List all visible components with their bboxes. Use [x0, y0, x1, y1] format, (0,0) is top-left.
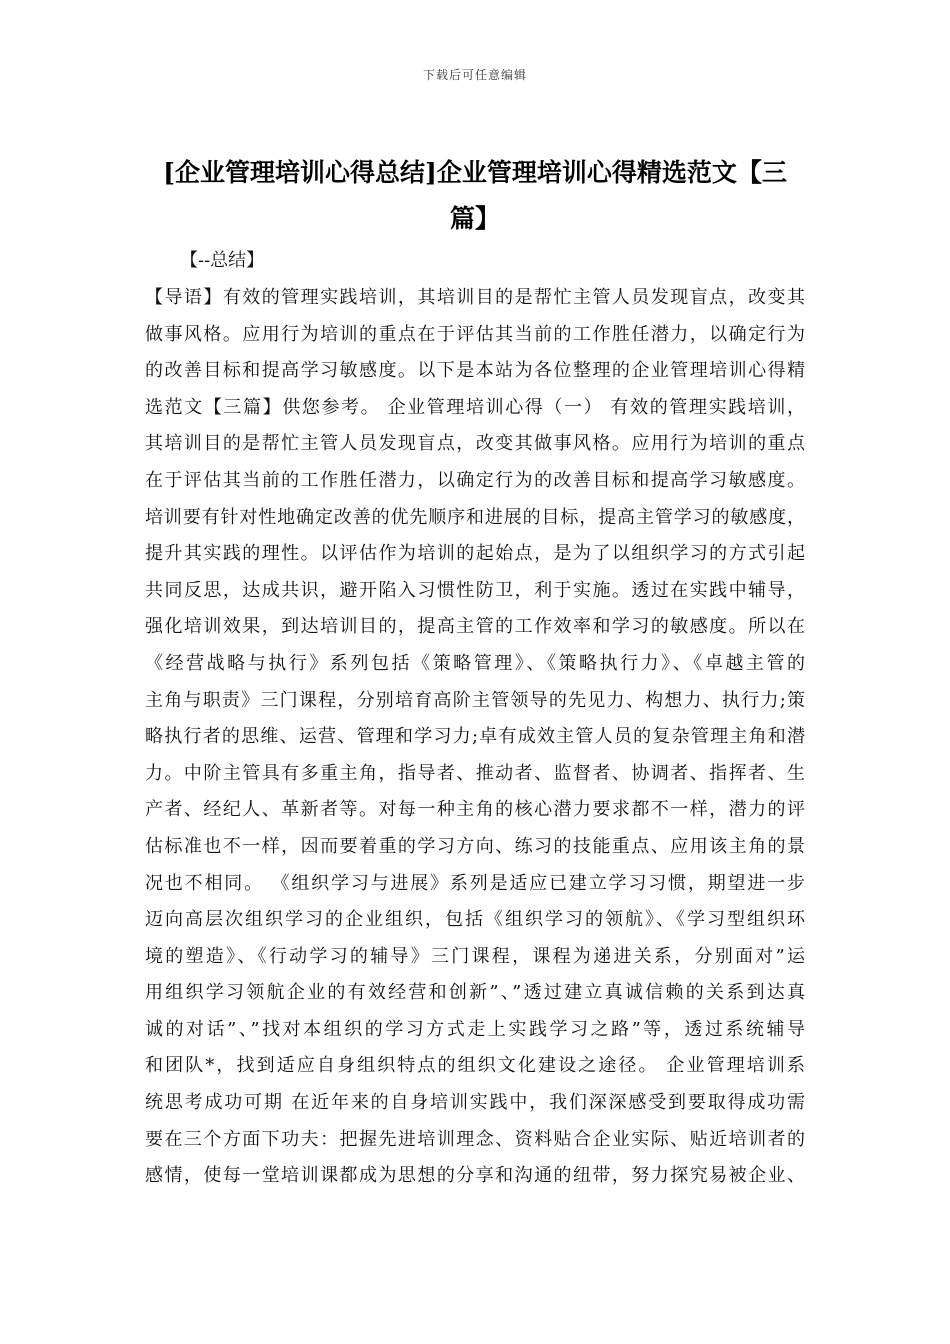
- body-line: 迈向高层次组织学习的企业组织，包括《组织学习的领航》、《学习型组织环: [145, 909, 805, 931]
- body-line: 主角与职责》三门课程，分别培育高阶主管领导的先见力、构想力、执行力;策: [145, 689, 805, 711]
- body-line: 产者、经纪人、革新者等。对每一种主角的核心潜力要求都不一样，潜力的评: [145, 799, 805, 821]
- section-label: 【--总结】: [180, 250, 265, 271]
- body-line: 估标准也不一样，因而要着重的学习方向、练习的技能重点、应用该主角的景: [145, 835, 805, 857]
- body-line: 培训要有针对性地确定改善的优先顺序和进展的目标，提高主管学习的敏感度，: [145, 506, 805, 528]
- body-line: 选范文【三篇】供您参考。 企业管理培训心得（一） 有效的管理实践培训，: [145, 396, 805, 418]
- body-line: 诚的对话”、”找对本组织的学习方式走上实践学习之路”等，透过系统辅导: [145, 1018, 805, 1040]
- body-line: 况也不相同。 《组织学习与进展》系列是适应已建立学习习惯，期望进一步: [145, 872, 805, 894]
- body-line: 统思考成功可期 在近年来的自身培训实践中，我们深深感受到要取得成功需: [145, 1092, 805, 1114]
- body-line: 在于评估其当前的工作胜任潜力，以确定行为的改善目标和提高学习敏感度。: [145, 469, 805, 491]
- body-text: [145, 280, 805, 1195]
- body-line: 的改善目标和提高学习敏感度。以下是本站为各位整理的企业管理培训心得精: [145, 360, 805, 382]
- body-line: 《经营战略与执行》系列包括《策略管理》、《策略执行力》、《卓越主管的: [145, 652, 805, 674]
- document-title: [企业管理培训心得总结]企业管理培训心得精选范文【三篇】: [163, 158, 787, 233]
- body-line: 感情，使每一堂培训课都成为思想的分享和沟通的纽带，努力探究易被企业、: [145, 1165, 805, 1187]
- body-line: 做事风格。应用行为培训的重点在于评估其当前的工作胜任潜力，以确定行为: [145, 323, 805, 345]
- body-line: 境的塑造》、《行动学习的辅导》三门课程，课程为递进关系，分别面对”运: [145, 945, 805, 967]
- header-note: 下载后可任意编辑: [422, 68, 527, 82]
- body-line: 和团队*，找到适应自身组织特点的组织文化建设之途径。 企业管理培训系: [145, 1055, 805, 1077]
- body-line: 共同反思，达成共识，避开陷入习惯性防卫，利于实施。透过在实践中辅导，: [145, 579, 805, 601]
- body-line: 提升其实践的理性。以评估作为培训的起始点，是为了以组织学习的方式引起: [145, 543, 805, 565]
- body-line: 【导语】有效的管理实践培训，其培训目的是帮忙主管人员发现盲点，改变其: [145, 287, 805, 308]
- body-line: 强化培训效果，到达培训目的，提高主管的工作效率和学习的敏感度。所以在: [145, 616, 805, 638]
- body-line: 其培训目的是帮忙主管人员发现盲点，改变其做事风格。应用行为培训的重点: [145, 433, 805, 455]
- body-line: 力。中阶主管具有多重主角，指导者、推动者、监督者、协调者、指挥者、生: [145, 762, 805, 784]
- body-line: 要在三个方面下功夫：把握先进培训理念、资料贴合企业实际、贴近培训者的: [145, 1128, 805, 1150]
- body-line: 略执行者的思维、运营、管理和学习力;卓有成效主管人员的复杂管理主角和潜: [145, 726, 805, 748]
- body-line: 用组织学习领航企业的有效经营和创新”、”透过建立真诚信赖的关系到达真: [145, 982, 805, 1004]
